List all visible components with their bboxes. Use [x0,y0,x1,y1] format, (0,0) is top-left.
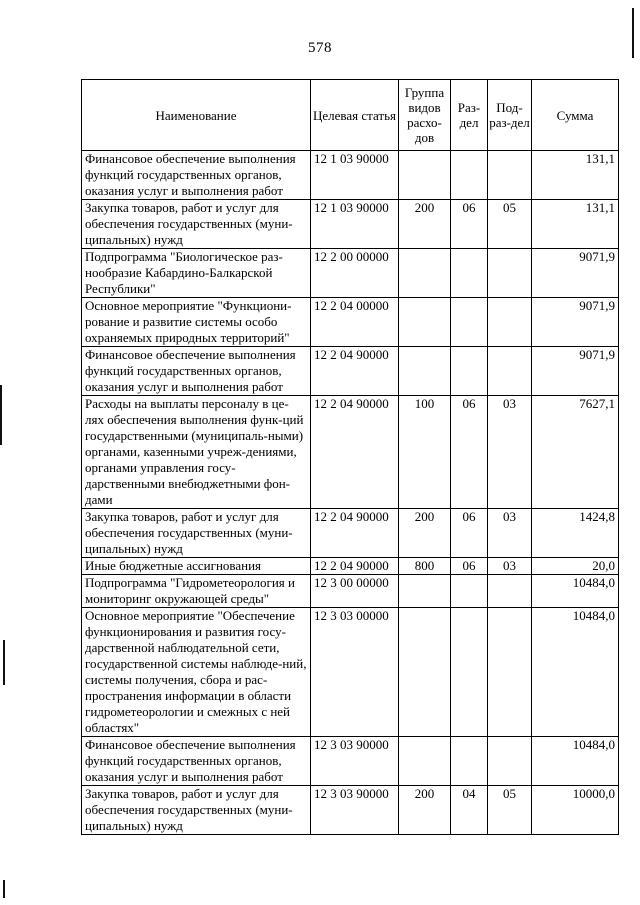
header-sum: Сумма [532,80,619,151]
table-row [82,347,619,396]
row-subsection [488,151,532,200]
row-section [451,608,488,737]
header-name: Наименование [82,80,311,151]
row-name: Иные бюджетные ассигнования [82,558,311,575]
row-target: 12 2 04 90000 [311,396,399,509]
header-target: Целевая статья [311,80,399,151]
row-section: 06 [451,509,488,558]
row-group: 800 [399,558,451,575]
table-row [82,509,619,558]
row-group: 200 [399,786,451,835]
row-name: Финансовое обеспечение выполнения функций государственных органов, оказания услуг и выполнения работ [82,737,311,786]
header-subsection: Под-раз-дел [488,80,532,151]
row-section [451,249,488,298]
row-subsection [488,737,532,786]
row-sum: 131,1 [532,151,619,200]
row-sum: 9071,9 [532,347,619,396]
row-target: 12 3 03 90000 [311,737,399,786]
row-section [451,151,488,200]
row-target: 12 1 03 90000 [311,151,399,200]
row-name: Закупка товаров, работ и услуг для обеспечения государственных (муни-ципальных) нужд [82,786,311,835]
row-name: Подпрограмма "Биологическое раз-нообразие Кабардино-Балкарской Республики" [82,249,311,298]
scan-edge-mark [3,880,5,898]
row-section [451,575,488,608]
page-number: 578 [308,40,332,56]
row-sum: 10484,0 [532,608,619,737]
row-sum: 9071,9 [532,249,619,298]
row-group [399,608,451,737]
row-sum: 1424,8 [532,509,619,558]
row-subsection: 05 [488,200,532,249]
row-target: 12 2 00 00000 [311,249,399,298]
table-row [82,200,619,249]
row-name: Финансовое обеспечение выполнения функций государственных органов, оказания услуг и выполнения работ [82,151,311,200]
row-name: Расходы на выплаты персоналу в це-лях обеспечения выполнения функ-ций государственными (муниципаль-ными) органами, казенными учреж-дениями, органами управления госу-дарственными внебюджетными фон-дами [82,396,311,509]
row-subsection [488,298,532,347]
table-row [82,737,619,786]
row-subsection: 03 [488,558,532,575]
row-section: 06 [451,558,488,575]
row-name: Основное мероприятие "Обеспечение функционирования и развития госу-дарственной наблюдательной сети, государственной системы наблюде-ний, системы получения, сбора и рас-пространения информации в области гидрометеорологии и смежных с ней областях" [82,608,311,737]
row-name: Основное мероприятие "Функциони-рование и развитие системы особо охраняемых природных территорий" [82,298,311,347]
scan-edge-mark [0,385,2,445]
row-section [451,737,488,786]
row-target: 12 2 04 90000 [311,347,399,396]
row-subsection [488,608,532,737]
row-sum: 131,1 [532,200,619,249]
row-sum: 10484,0 [532,737,619,786]
row-sum: 7627,1 [532,396,619,509]
row-group [399,249,451,298]
row-subsection: 05 [488,786,532,835]
row-name: Финансовое обеспечение выполнения функций государственных органов, оказания услуг и выполнения работ [82,347,311,396]
row-group [399,298,451,347]
row-target: 12 1 03 90000 [311,200,399,249]
table-row [82,249,619,298]
row-target: 12 3 03 90000 [311,786,399,835]
table-row [82,151,619,200]
row-sum: 10484,0 [532,575,619,608]
table-row [82,396,619,509]
table-row [82,786,619,835]
row-sum: 10000,0 [532,786,619,835]
row-section: 06 [451,396,488,509]
row-section: 04 [451,786,488,835]
table-row [82,608,619,737]
row-subsection [488,575,532,608]
row-name: Закупка товаров, работ и услуг для обеспечения государственных (муни-ципальных) нужд [82,200,311,249]
row-target: 12 2 04 90000 [311,558,399,575]
row-section [451,298,488,347]
row-group [399,737,451,786]
row-target: 12 2 04 90000 [311,509,399,558]
scan-edge-mark [632,8,634,58]
budget-table [81,79,619,835]
row-section [451,347,488,396]
row-sum: 9071,9 [532,298,619,347]
row-target: 12 3 03 00000 [311,608,399,737]
row-target: 12 2 04 00000 [311,298,399,347]
row-group: 200 [399,509,451,558]
row-group [399,151,451,200]
row-group: 100 [399,396,451,509]
row-name: Закупка товаров, работ и услуг для обеспечения государственных (муни-ципальных) нужд [82,509,311,558]
row-subsection: 03 [488,396,532,509]
row-section: 06 [451,200,488,249]
header-group: Группа видов расхо-дов [399,80,451,151]
scan-edge-mark [3,640,5,685]
header-section: Раз-дел [451,80,488,151]
row-name: Подпрограмма "Гидрометеорология и мониторинг окружающей среды" [82,575,311,608]
table-row [82,558,619,575]
row-group: 200 [399,200,451,249]
row-sum: 20,0 [532,558,619,575]
row-group [399,575,451,608]
row-target: 12 3 00 00000 [311,575,399,608]
row-subsection [488,347,532,396]
table-row [82,575,619,608]
table-header-row [82,80,619,151]
row-subsection [488,249,532,298]
row-group [399,347,451,396]
row-subsection: 03 [488,509,532,558]
table-row [82,298,619,347]
